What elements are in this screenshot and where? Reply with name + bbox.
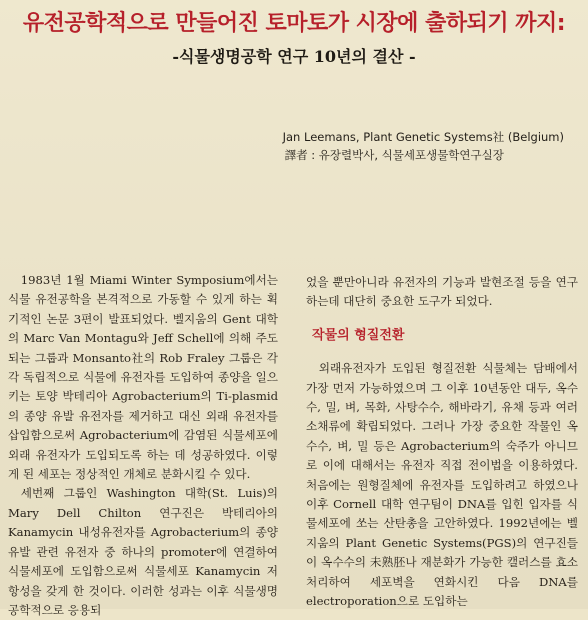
- right-column: [306, 273, 578, 612]
- translator-line: 譯者 : 유장렬박사, 식물세포생물학연구실장: [284, 148, 504, 162]
- paragraph: 세번째 그룹인 Washington 대학(St. Luis)의 Mary Dell Chilton 연구진은 박테리아의 Kanamycin 내성유전자를 Agrobacterium의 종양 유발 관련 유전자 중 하나의 promoter에 연결하여 식물세포에 도입함으로써 식물세포 Kanamycin 저항성을 갖게 한 것이다. 이러한 성과는 이후 식물생명공학적으로 응용되: [8, 486, 278, 617]
- author-line: Jan Leemans, Plant Genetic Systems社 (Belgium): [282, 130, 564, 144]
- byline: [283, 128, 564, 164]
- paragraph-continuation: 었을 뿐만아니라 유전자의 기능과 발현조절 등을 연구하는데 대단히 중요한 도구가 되었다.: [306, 275, 578, 309]
- section-heading: 작물의 형질전환: [312, 327, 405, 343]
- paragraph: 1983년 1월 Miami Winter Symposium에서는 식물 유전공학을 본격적으로 가동할 수 있게 하는 획기적인 논문 3편이 발표되었다. 벨지움의 Gent 대학의 Marc Van Montagu와 Jeff Schell에 의해 주도되는 그룹과 Monsanto社의 Rob Fraley 그룹은 각각 독립적으로 식물에 유전자를 도입하여 종양을 일으키는 토양 박테리아 Agrobacterium의 Ti-plasmid의 종양 유발 유전자를 제거하고 대신 외래 유전자를 삽입함으로써 Agrobacterium에 감염된 식물세포에 외래 유전자가 도입되도록 하는 데 성공하였다. 이렇게 된 세포는 정상적인 개체로 분화시킬 수 있다.: [8, 273, 278, 482]
- paragraph: 외래유전자가 도입된 형질전환 식물체는 담배에서 가장 먼저 가능하였으며 그 이후 10년동안 대두, 옥수수, 밀, 벼, 목화, 사탕수수, 해바라기, 유채 등과 여러 소채류에 확립되었다. 그러나 가장 중요한 작물인 옥수수, 벼, 밀 등은 Agrobacterium의 숙주가 아니므로 이에 대해서는 유전자 직접 전이법을 이용하였다. 처음에는 원형질체에 유전자를 도입하려고 하였으나 이후 Cornell 대학 연구팀이 DNA를 입힌 입자를 식물세포에 쏘는 산탄총을 고안하였다. 1992년에는 벨지움의 Plant Genetic Systems(PGS)의 연구진들이 옥수수의 未熟胚나 재분화가 가능한 캘러스를 효소처리하여 세포벽을 연화시킨 다음 DNA를 electroporation으로 도입하는: [306, 361, 578, 609]
- left-column: [8, 271, 278, 620]
- article-subtitle: -식물생명공학 연구 10년의 결산 -: [172, 47, 416, 66]
- article-title: 유전공학적으로 만들어진 토마토가 시장에 출하되기 까지:: [22, 11, 566, 36]
